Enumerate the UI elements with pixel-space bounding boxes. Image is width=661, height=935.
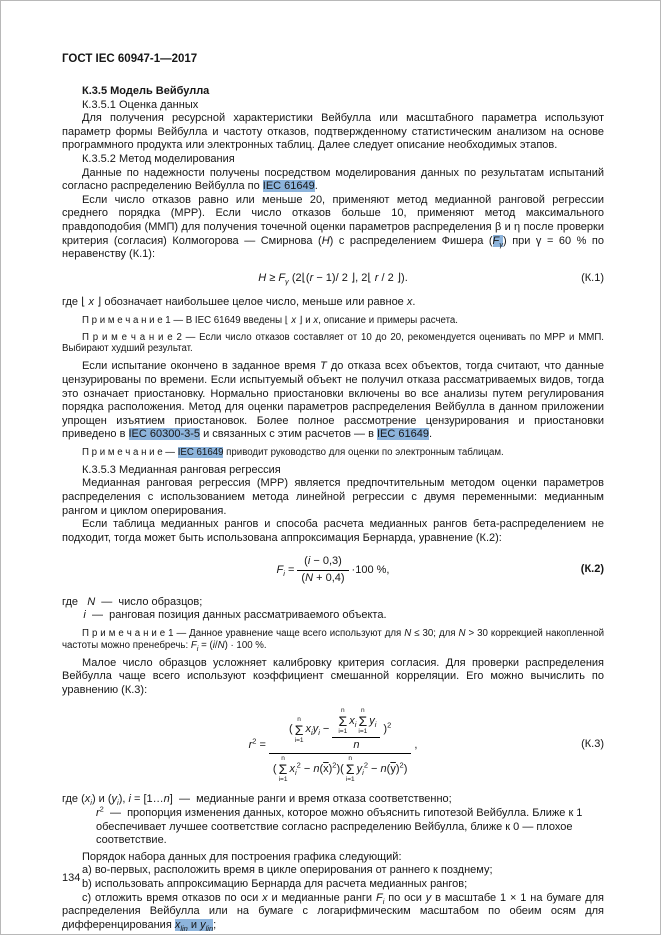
formula-text: $x_i^2 - n(\overline{x})^2$)( — [289, 759, 344, 777]
formula-text: $y_i$ — [369, 714, 377, 729]
where-line: i — ранговая позиция данных рассматриваемого объекта. — [83, 609, 387, 622]
reference-highlight: IEC 61649 — [376, 428, 429, 441]
formula-text: $F_i$ = — [276, 563, 295, 578]
sum-operator: n Σ i=1 — [358, 707, 368, 736]
sum-operator: n Σ i=1 — [294, 715, 304, 744]
formula-text: ( — [289, 722, 293, 735]
where-line: $r^2$ — пропорция изменения данных, которое можно объяснить гипотезой Вейбулла. Ближе к 1 обеспечивает лучшее соответствие согласно распределению Вейбулла, ближе к 0 — плохое соответствие. — [96, 804, 586, 847]
formula-text: , — [414, 738, 418, 751]
fraction — [297, 555, 348, 585]
where-block — [62, 793, 604, 847]
reference-highlight: IEC 61649 — [262, 180, 315, 193]
formula-text: $y_i^2 - n(\overline{y})^2$) — [356, 759, 408, 777]
note: П р и м е ч а н и е — IEC 61649 приводит руководство для оценки по электронным таблицам. — [82, 446, 504, 458]
list-item: b) использовать аппроксимацию Бернарда для расчета медианных рангов; — [82, 878, 468, 891]
formula-text: ·100 %, — [351, 563, 390, 576]
page-number: 134 — [62, 872, 81, 884]
reference-highlight: $F_\gamma$ — [492, 234, 504, 249]
subsection-heading: К.3.5.3 Медианная ранговая регрессия — [82, 463, 281, 476]
reference-highlight: IEC 61649 — [177, 446, 224, 458]
subsection-heading: К.3.5.2 Метод моделирования — [82, 152, 235, 165]
formula-text: (i − 0,3) — [304, 555, 342, 568]
where-line: где N — число образцов; — [62, 595, 203, 608]
formula-text: (N + 0,4) — [301, 571, 345, 584]
reference-highlight: IEC 60300-3-5 — [128, 428, 201, 441]
sum-operator: n Σ i=1 — [345, 755, 355, 784]
formula-text: $r^2$ = — [248, 735, 266, 751]
formula-text: )$^2$ — [383, 720, 392, 735]
paragraph: Если таблица медианных рангов и способа расчета медианных рангов бета-распределением не подходит, тогда может быть использована аппроксимация Бернарда, уравнение (К.2): — [62, 518, 604, 544]
note: П р и м е ч а н и е 1 — В IEC 61649 введены ⌊ x ⌋ и x, описание и примеры расчета. — [82, 314, 458, 326]
formula-k3 — [62, 707, 604, 783]
formula-text: n — [353, 738, 360, 751]
paragraph: Если испытание окончено в заданное время T до отказа всех объектов, тогда считают, что данные цензурированы по времени. Если испытуемый объект не получил отказа рассматриваемых видов, тогда это означает приостановку. Нормально приостановки включены во все анализы путем регулирования порядка расположения. Метод для оценки параметров распределения Вейбулла в данном приложении упрощен изъятием приостановок. Более полное рассмотрение цензурирования и приостановки приведено в IEC 60300-3-5 и связанных с этим расчетов — в IEC 61649. — [62, 360, 604, 441]
list-item: a) во-первых, расположить время в цикле оперирования от раннего к позднему; — [82, 864, 493, 877]
document-content — [62, 85, 604, 932]
formula-label: (К.2) — [580, 563, 604, 576]
sum-operator: n Σ i=1 — [338, 707, 348, 736]
formula-text: $x_i$ — [349, 714, 357, 729]
formula-text: $H \ge F_\gamma$ (2⌊(r − 1)/ 2 ⌋, 2⌊ r / 2 ⌋). — [258, 271, 408, 286]
section-heading: К.3.5 Модель Вейбулла — [82, 85, 210, 97]
where-block — [62, 296, 604, 310]
formula-label: (К.1) — [581, 272, 604, 285]
paragraph: Медианная ранговая регрессия (МРР) является предпочтительным методом оценки параметров распределения с использованием метода линейной регрессии с двумя переменными: медианным рангом и циклом оперирования. — [62, 477, 604, 517]
page-header: ГОСТ IEC 60947-1—2017 — [62, 53, 198, 65]
note: П р и м е ч а н и е 2 — Если число отказов составляет от 10 до 20, рекомендуется оценивать по МРР и ММП. Выбирают худший результат. — [62, 331, 604, 355]
formula-label: (К.3) — [581, 738, 604, 751]
paragraph: Малое число образцов усложняет калибровку критерия согласия. Для проверки распределения Вейбулла чаще всего используют коэффициент смешанной корреляции. Его можно вычислить по уравнению (К.3): — [62, 656, 604, 696]
formula-body — [277, 555, 390, 585]
fraction — [269, 707, 411, 783]
formula-body — [258, 272, 408, 286]
where-line: где ⌊ x ⌋ обозначает наибольшее целое число, меньше или равное x. — [62, 296, 416, 309]
formula-body — [249, 707, 418, 783]
sum-operator: n Σ i=1 — [278, 755, 288, 784]
subsection-heading: К.3.5.1 Оценка данных — [82, 98, 199, 111]
paragraph: Для получения ресурсной характеристики Вейбулла или масштабного параметра используют параметр формы Вейбулла и частоту отказов, подтвержденному статистическим анализом на основе программного продукта или электронных таблиц. Далее следует описание необходимых этапов. — [62, 112, 604, 152]
fraction — [332, 707, 380, 752]
note: П р и м е ч а н и е 1 — Данное уравнение чаще всего используют для N ≤ 30; для N > 30 коррекцией накопленной частоты можно пренебречь: $F_i = (i/N) \cdot 100$ %. — [62, 627, 605, 653]
formula-k2 — [62, 555, 604, 585]
paragraph: Если число отказов равно или меньше 20, применяют метод медианной ранговой регрессии среднего порядка (МРР). Если число отказов больше 10, применяют метод максимального правдоподобия (ММП) для получения точечной оценки параметров распределения β и η после проверки критерия (согласия) Колмогорова — Смирнова (H) с распределением Фишера $(F_\gamma)$ при γ = 60 % по неравенству (К.1): — [62, 193, 605, 261]
formula-text: $x_iy_i$ − — [305, 722, 330, 738]
list-item: c) отложить время отказов по оси x и медианные ранги $F_i$ по оси y в масштабе 1 × 1 на бумаге для распределения Вейбулла или на бумаге с логарифмическим масштабом по обеим осям для дифференцирования $x_{lin}$ и $y_{lin}$; — [62, 891, 604, 934]
formula-k1 — [62, 272, 604, 286]
formula-text: ( — [272, 762, 277, 775]
reference-highlight: $x_{lin}$ и $y_{lin}$ — [174, 918, 214, 934]
paragraph: Порядок набора данных для построения графика следующий: — [82, 850, 402, 863]
where-block — [62, 596, 604, 623]
paragraph: Данные по надежности получены посредством моделирования данных по результатам испытаний согласно распределению Вейбулла по IEC 61649. — [62, 166, 604, 193]
where-line: где $(x_i)$ и $(y_i)$, i = [1…n] — медианные ранги и время отказа соответственно; — [62, 793, 452, 808]
